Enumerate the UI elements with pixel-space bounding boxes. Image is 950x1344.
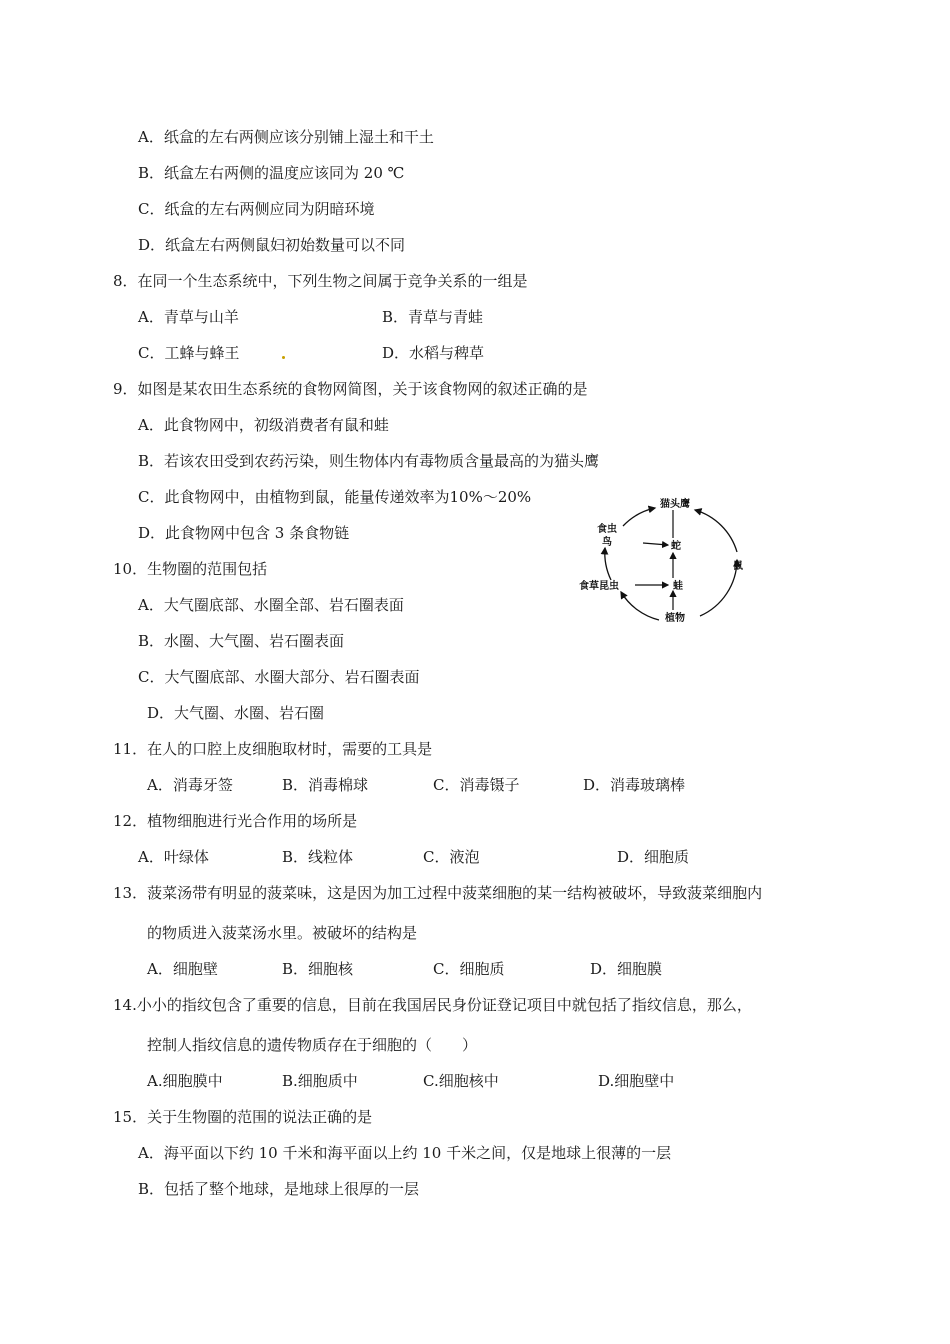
q7-option-d: D．纸盒左右两侧鼠妇初始数量可以不同 <box>138 236 406 254</box>
q14-option-c: C.细胞核中 <box>423 1072 499 1090</box>
q12-option-c: C．液泡 <box>423 848 480 866</box>
q9-option-d: D．此食物网中包含 3 条食物链 <box>138 524 350 542</box>
q15-option-a: A．海平面以下约 10 千米和海平面以上约 10 千米之间，仅是地球上很薄的一层 <box>138 1144 672 1162</box>
arrow-bird-snake <box>643 543 668 545</box>
arc-bird-owl <box>623 508 655 526</box>
q11-stem: 11．在人的口腔上皮细胞取材时，需要的工具是 <box>113 740 433 758</box>
q12-stem: 12．植物细胞进行光合作用的场所是 <box>113 812 358 830</box>
q14-option-d: D.细胞壁中 <box>598 1072 675 1090</box>
q9-stem: 9．如图是某农田生态系统的食物网简图，关于该食物网的叙述正确的是 <box>113 380 588 398</box>
q13-option-d: D．细胞膜 <box>590 960 663 978</box>
q14-stem-line-2: 控制人指纹信息的遗传物质存在于细胞的（ ） <box>147 1036 478 1054</box>
q15-stem: 15．关于生物圈的范围的说法正确的是 <box>113 1108 373 1126</box>
arc-mouse-owl <box>695 510 737 552</box>
q13-stem-line-1: 13．菠菜汤带有明显的菠菜味，这是因为加工过程中菠菜细胞的某一结构被破坏，导致菠菜细胞内 <box>113 884 763 902</box>
q8-stem: 8．在同一个生态系统中，下列生物之间属于竞争关系的一组是 <box>113 272 528 290</box>
q11-option-b: B．消毒棉球 <box>282 776 369 794</box>
label-owl: 猫头鹰 <box>660 499 690 510</box>
label-insect: 食草昆虫 <box>579 581 619 592</box>
q14-stem-line-1: 14.小小的指纹包含了重要的信息，目前在我国居民身份证登记项目中就包括了指纹信息，那么， <box>113 996 752 1014</box>
label-mouse: 鼠 <box>733 561 743 572</box>
q13-option-a: A．细胞壁 <box>147 960 218 978</box>
q9-option-a: A．此食物网中，初级消费者有鼠和蛙 <box>138 416 389 434</box>
q13-stem-line-2: 的物质进入菠菜汤水里。被破坏的结构是 <box>147 924 418 942</box>
label-snake: 蛇 <box>671 541 681 552</box>
q8-option-c: C．工蜂与蜂王 <box>138 344 240 362</box>
stray-mark <box>282 356 285 359</box>
q15-option-b: B．包括了整个地球，是地球上很厚的一层 <box>138 1180 420 1198</box>
q10-option-d: D．大气圈、水圈、岩石圈 <box>147 704 325 722</box>
label-bird-2: 鸟 <box>602 537 612 548</box>
label-bird-1: 食虫 <box>597 524 617 535</box>
q10-stem: 10．生物圈的范围包括 <box>113 560 268 578</box>
q10-option-c: C．大气圈底部、水圈大部分、岩石圈表面 <box>138 668 420 686</box>
q14-option-b: B.细胞质中 <box>282 1072 358 1090</box>
q12-option-b: B．线粒体 <box>282 848 354 866</box>
q11-option-a: A．消毒牙签 <box>147 776 233 794</box>
q11-option-c: C．消毒镊子 <box>433 776 520 794</box>
q12-option-d: D．细胞质 <box>617 848 690 866</box>
arc-insect-bird <box>605 548 611 580</box>
q9-option-b: B．若该农田受到农药污染，则生物体内有毒物质含量最高的为猫头鹰 <box>138 452 600 470</box>
q13-option-c: C．细胞质 <box>433 960 505 978</box>
arc-plant-insect <box>621 592 659 620</box>
q7-option-b: B．纸盒左右两侧的温度应该同为 20 ℃ <box>138 164 405 182</box>
arc-plant-mouse <box>700 560 737 616</box>
q8-option-d: D．水稻与稗草 <box>382 344 485 362</box>
q7-option-c: C．纸盒的左右两侧应同为阴暗环境 <box>138 200 375 218</box>
q8-option-a: A．青草与山羊 <box>138 308 239 326</box>
q10-option-a: A．大气圈底部、水圈全部、岩石圈表面 <box>138 596 404 614</box>
q7-option-a: A．纸盒的左右两侧应该分别铺上湿土和干土 <box>138 128 434 146</box>
label-frog: 蛙 <box>673 581 683 592</box>
q14-option-a: A.细胞膜中 <box>147 1072 223 1090</box>
q12-option-a: A．叶绿体 <box>138 848 209 866</box>
q11-option-d: D．消毒玻璃棒 <box>583 776 686 794</box>
label-plant: 植物 <box>665 613 685 624</box>
q9-option-c: C．此食物网中，由植物到鼠，能量传递效率为10%～20% <box>138 488 532 506</box>
q10-option-b: B．水圈、大气圈、岩石圈表面 <box>138 632 345 650</box>
q13-option-b: B．细胞核 <box>282 960 354 978</box>
food-web-diagram <box>575 492 755 632</box>
q8-option-b: B．青草与青蛙 <box>382 308 484 326</box>
